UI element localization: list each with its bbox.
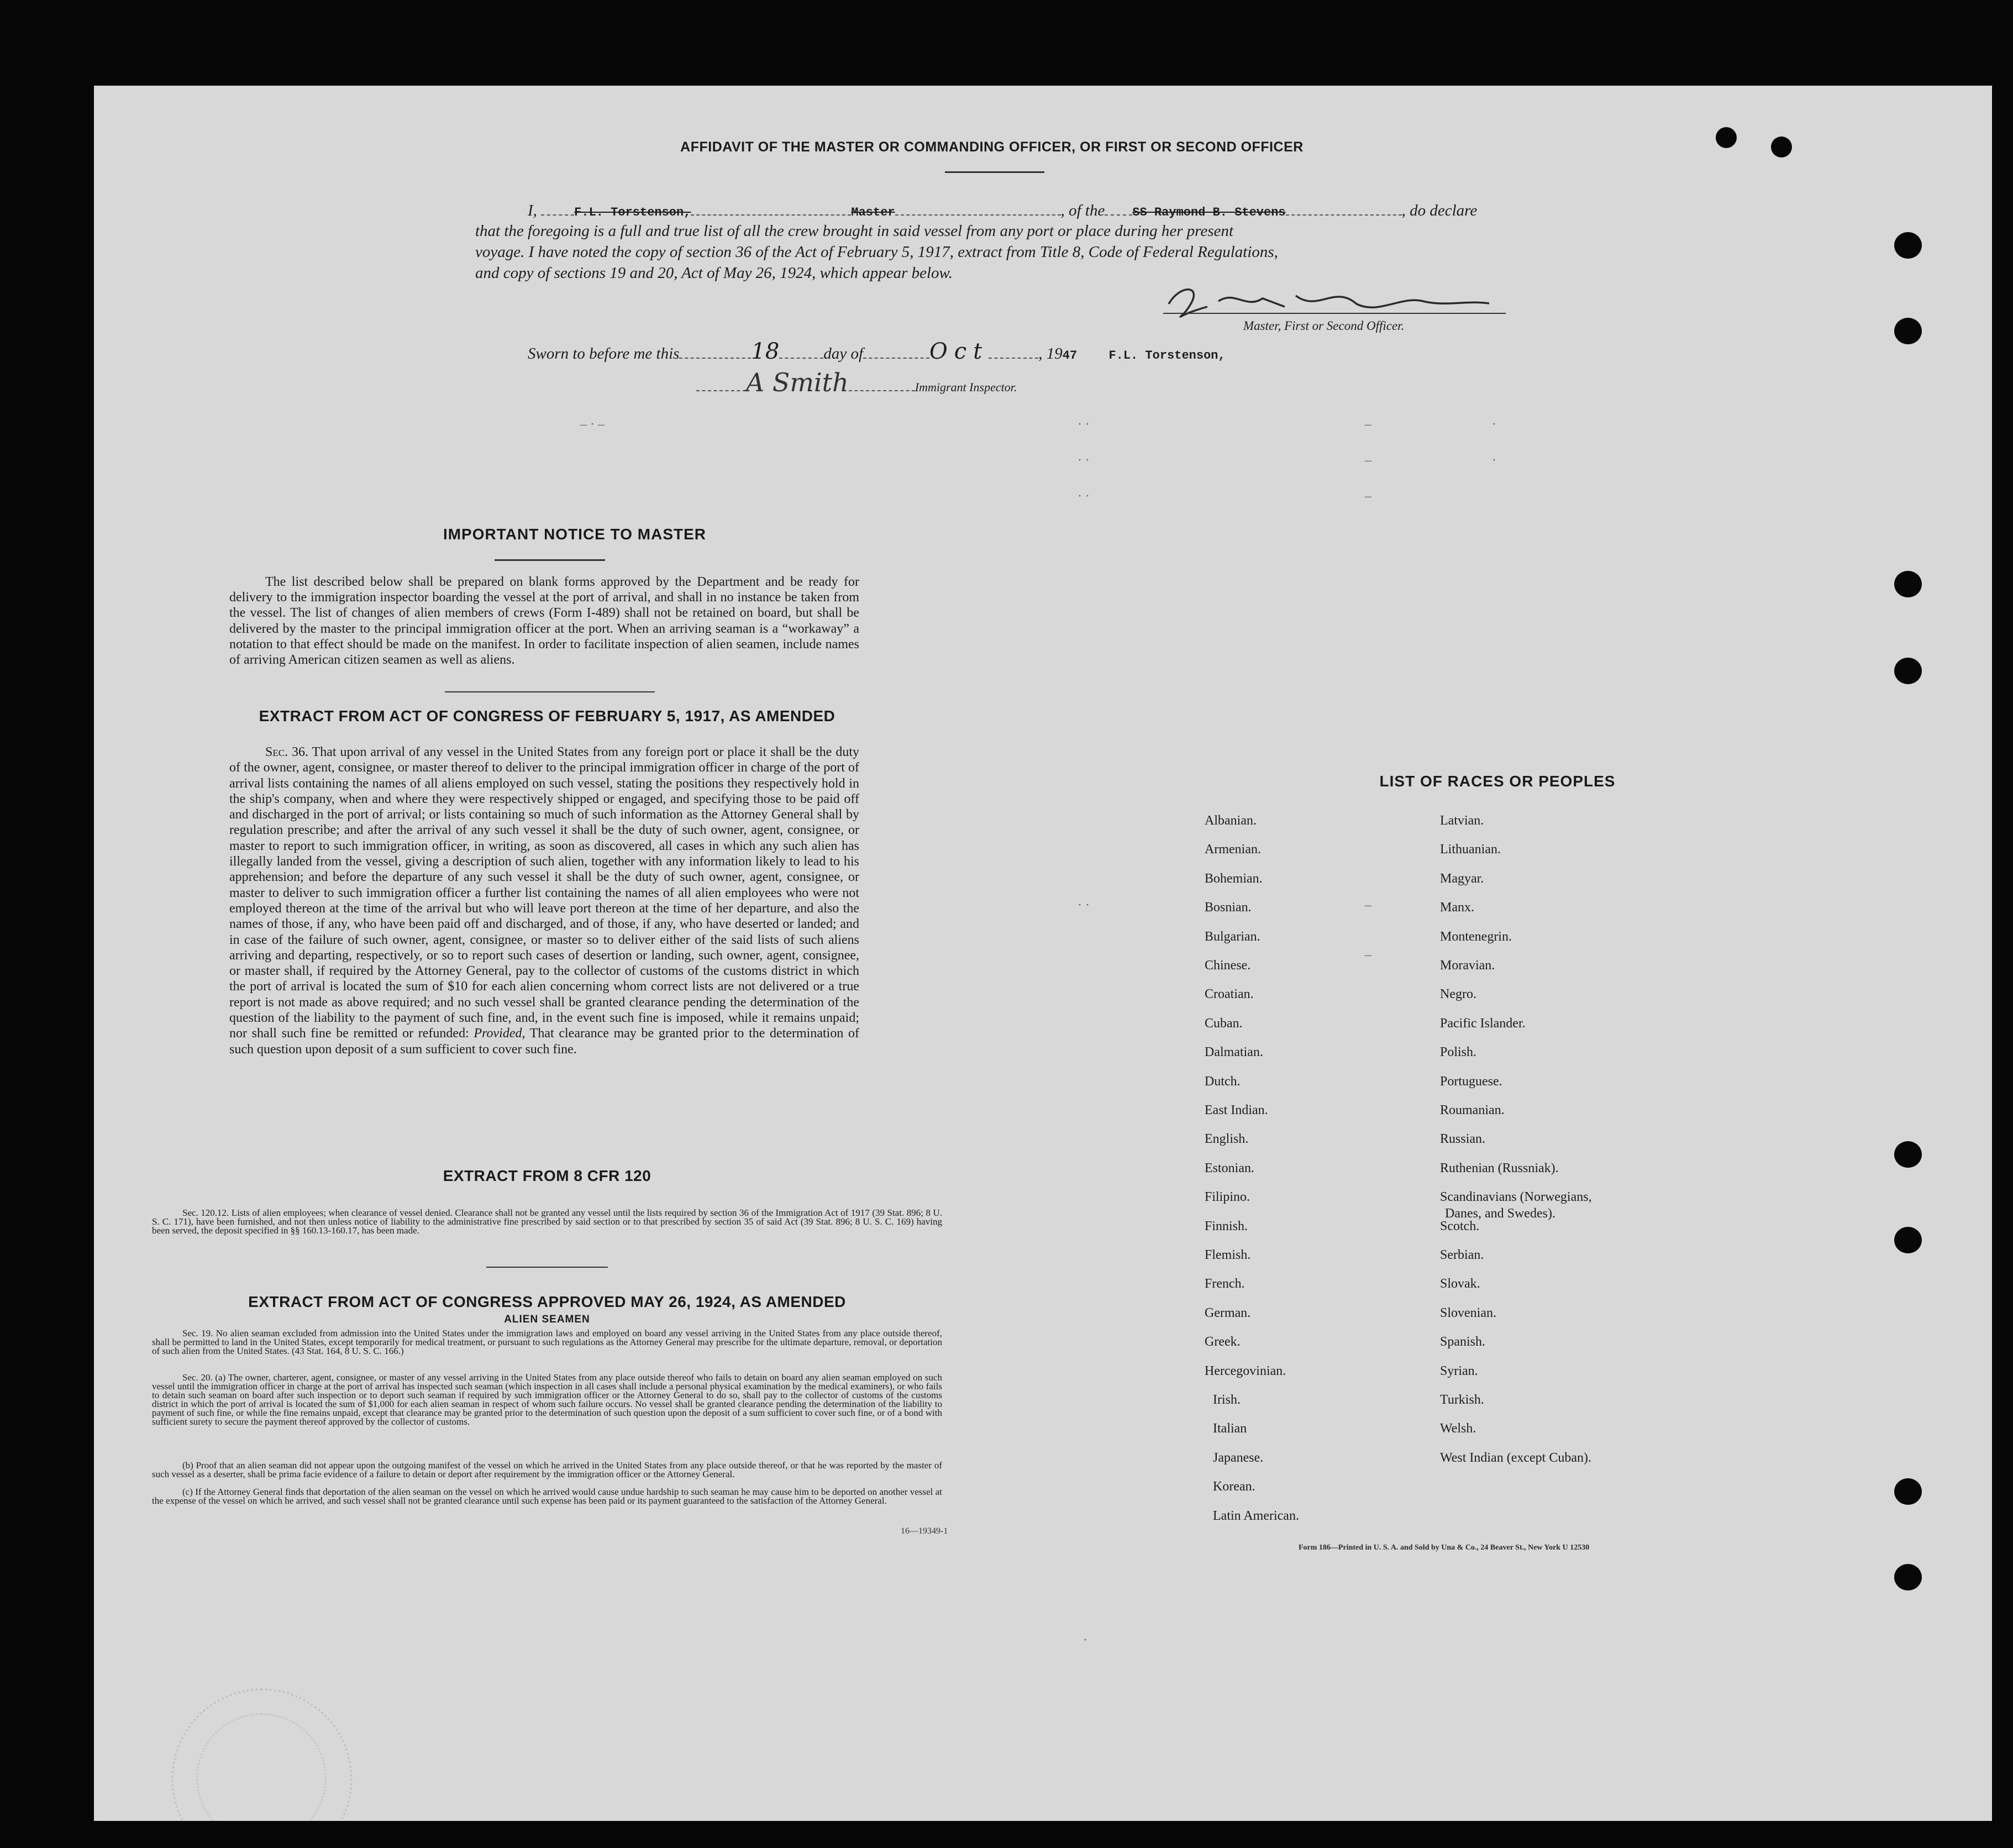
race-item: Latvian. bbox=[1440, 813, 1484, 828]
race-item: Filipino. bbox=[1205, 1190, 1250, 1205]
intro-i: I, bbox=[528, 202, 537, 219]
race-item: Cuban. bbox=[1205, 1016, 1243, 1031]
alien-seamen-subtitle: ALIEN SEAMEN bbox=[504, 1314, 590, 1325]
do-declare-text: , do declare bbox=[1401, 202, 1478, 219]
race-item: Chinese. bbox=[1205, 958, 1251, 973]
race-item: Welsh. bbox=[1440, 1421, 1476, 1436]
punch-hole bbox=[1894, 1564, 1922, 1590]
race-item: Japanese. bbox=[1213, 1450, 1264, 1465]
race-item: French. bbox=[1205, 1277, 1245, 1292]
title-underline bbox=[945, 171, 1044, 173]
race-item: Manx. bbox=[1440, 900, 1474, 915]
race-item: Lithuanian. bbox=[1440, 842, 1501, 857]
sworn-day: 18 bbox=[751, 339, 780, 364]
race-item: Spanish. bbox=[1440, 1335, 1486, 1350]
extract-1917-title: EXTRACT FROM ACT OF CONGRESS OF FEBRUARY 5, 1917, AS AMENDED bbox=[259, 707, 835, 725]
sec-19-text: Sec. 19. No alien seaman excluded from admission into the United States under the immigration laws and employed on board any vessel arriving in the United States from any place outside thereof, shall be permitted to land in the United States, except temporarily for medical treatment, or pursuant to such regulations as the Attorney General may prescribe for the ultimate departure, removal, or deportation of such alien from the United States. (43 Stat. 164, 8 U. S. C. 166.) bbox=[152, 1328, 942, 1356]
race-item: Armenian. bbox=[1205, 842, 1261, 857]
sworn-prefix: Sworn to before me this bbox=[528, 345, 680, 363]
punch-hole bbox=[1894, 1478, 1922, 1505]
race-item: Montenegrin. bbox=[1440, 929, 1512, 944]
form-printer-line: Form 186—Printed in U. S. A. and Sold by Una & Co., 24 Beaver St., New York U 12530 bbox=[1299, 1544, 1590, 1552]
race-item: Italian bbox=[1213, 1421, 1247, 1436]
race-item: Portuguese. bbox=[1440, 1074, 1502, 1089]
punch-hole bbox=[1894, 318, 1922, 344]
master-rank: Master bbox=[851, 206, 895, 219]
sworn-line bbox=[528, 339, 1522, 364]
affidavit-line-2: that the foregoing is a full and true list of all the crew brought in said vessel from any port or place during her present bbox=[475, 222, 1234, 240]
race-item: Albanian. bbox=[1205, 813, 1257, 828]
race-item: Polish. bbox=[1440, 1045, 1477, 1060]
punch-hole bbox=[1894, 571, 1922, 597]
cfr-divider bbox=[486, 1267, 608, 1268]
race-item: Hercegovinian. bbox=[1205, 1363, 1286, 1378]
race-item: Greek. bbox=[1205, 1335, 1241, 1350]
race-item: Scotch. bbox=[1440, 1219, 1480, 1233]
punch-hole bbox=[1894, 1227, 1922, 1253]
notice-body: The list described below shall be prepared on blank forms approved by the Department and be ready for delivery to the immigration inspector boarding the vessel at the port of arrival, and shall in no instance be taken from the vessel. The list of changes of alien members of crews (Form I-489) shall not be retained on board, but shall be delivered by the master to the principal immigration officer at the port. When an arriving seaman is a “workaway” a notation to that effect should be made on the manifest. In order to facilitate inspection of alien seamen, include names of arriving American citizen seamen as well as aliens. bbox=[229, 575, 859, 668]
race-item: Dutch. bbox=[1205, 1074, 1241, 1089]
sec-20c-text: (c) If the Attorney General finds that deportation of the alien seaman on the vessel on which he arrived would cause undue hardship to such seaman he may cause him to be deported on another vessel at the expense of the vessel on which he arrived, and such vessel shall not be granted clearance until such expense has been paid or its payment guaranteed to the satisfaction of the Attorney General. bbox=[152, 1487, 942, 1506]
affidavit-declaration-line bbox=[528, 199, 1644, 220]
race-item: Magyar. bbox=[1440, 871, 1484, 886]
affidavit-line-3: voyage. I have noted the copy of section 36 of the Act of February 5, 1917, extract from Title 8, Code of Federal Regulations, bbox=[475, 243, 1278, 261]
inspector-signature: A Smith bbox=[746, 368, 849, 397]
race-item: Scandinavians (Norwegians, bbox=[1440, 1190, 1592, 1205]
vessel-name: SS Raymond B. Stevens bbox=[1132, 206, 1286, 219]
punch-hole bbox=[1894, 232, 1922, 259]
race-item: Turkish. bbox=[1440, 1393, 1484, 1407]
race-item: Slovenian. bbox=[1440, 1305, 1496, 1320]
race-item: Dalmatian. bbox=[1205, 1045, 1263, 1060]
race-item: Estonian. bbox=[1205, 1161, 1254, 1175]
inspector-caption: Immigrant Inspector. bbox=[914, 380, 1017, 394]
race-item: Flemish. bbox=[1205, 1248, 1251, 1262]
race-item: West Indian (except Cuban). bbox=[1440, 1450, 1591, 1465]
signature-caption: Master, First or Second Officer. bbox=[1243, 319, 1405, 333]
sec-20b-text: (b) Proof that an alien seaman did not appear upon the outgoing manifest of the vessel on which he arrived in the United States from any place outside thereof, or that he was reported by the master of such vessel as a deserter, shall be prima facie evidence of a failure to detain or deport after requirement by the immigration officer or the Attorney General. bbox=[152, 1460, 942, 1479]
year-suffix: 47 bbox=[1062, 349, 1078, 363]
document-page: AFFIDAVIT OF THE MASTER OR COMMANDING OFFICER, OR FIRST OR SECOND OFFICER I, F.L. Torstenson, Master , of the SS Raymond B. Stevens , do declare that the foregoing is a full and true list of all the crew brought in said vessel from any port or place during her present voyage. I have noted the copy of section 36 of the Act of February 5, 1917, extract from Title 8, Code of Federal Regulations, and copy of sections 19 and 20, Act of May 26, 1924, which appear below. Master, First or Second Officer. Sworn to before me this 18 day of Oct , 1947 F.L. Torstenson, A Smith Immigrant Inspector. – · – · · – · · · – · · · – · · – – · IMPORTANT NOTICE TO MASTER The list described below shall be prepared on blank forms approved by the Department and be ready for delivery to the immigration inspector boarding the vessel at the port of arrival, and shall in no instance be taken from the vessel. The list of changes of alien members of crews (Form I-489) shall not be retained on board, but shall be delivered by the master to the principal immigration officer at the port. When an arriving seaman is a “workaway” a notation to that effect should be made on the manifest. In order to facilitate inspection of alien seamen, include names of arriving American citizen seamen as well as aliens. EXTRACT FROM ACT OF CONGRESS OF FEBRUARY 5, 1917, AS AMENDED Sec. 36. That upon arrival of any vessel in the United States from any foreign port or place it shall be the duty of the owner, agent, consignee, or master thereof to deliver to the principal immigration officer in charge of the port of arrival lists containing the names of all aliens employed on such vessel, stating the positions they respectively hold in the ship's company, when and where they were respectively shipped or engaged, and specifying those to be paid off and discharged in the port of arrival; or lists containing so much of such information as the Attorney General shall by regulation prescribe; and after the arrival of any such vessel it shall be the duty of such owner, agent, consignee, or master to report to such immigration officer, in writing, as soon as discovered, all cases in which any such alien has illegally landed from the vessel, giving a description of such alien, together with any information likely to lead to his apprehension; and before the departure of any such vessel it shall be the duty of such owner, agent, consignee, or master to deliver to such immigration officer a further list containing the names of all alien employees who were not employed thereon at the time of the arrival but who will leave port thereon at the time of her departure, and also the names of those, if any, who have been paid off and discharged, and of those, if any, who have deserted or landed; and in case of the failure of such owner, agent, consignee, or master so to deliver either of the said lists of such aliens arriving and departing, respectively, or so to report such cases of desertion or landing, such owner, agent, consignee, or master shall, if required by the Attorney General, pay to the collector of customs of the customs district in which the port of arrival is located the sum of $10 for each alien concerning whom correct lists are not delivered or a true report is not made as above required; and no such vessel shall be granted clearance pending the determination of the question of the liability to the payment of such fine, and, in the event such fine is imposed, while it remains unpaid; nor shall such fine be remitted or refunded: Provided, That clearance may be granted prior to the determination of such question upon deposit of a sum sufficient to cover such fine. EXTRACT FROM 8 CFR 120 Sec. 120.12. Lists of alien employees; when clearance of vessel denied. Clearance shall not be granted any vessel until the lists required by section 36 of the Immigration Act of 1917 (39 Stat. 896; 8 U. S. C. 171), have been furnished, and not then unless notice of liability to the administrative fine prescribed by said section or to that prescribed by section 35 of said Act (39 Stat. 896; 8 U. S. C. 169) having been served, the deposit specified in §§ 160.13-160.17, has been made. EXTRACT FROM ACT OF CONGRESS APPROVED MAY 26, 1924, AS AMENDED ALIEN SEAMEN Sec. 19. No alien seaman excluded from admission into the United States under the immigration laws and employed on board any vessel arriving in the United States from any place outside thereof, shall be permitted to land in the United States, except temporarily for medical treatment, or pursuant to such regulations as the Attorney General may prescribe for the ultimate departure, removal, or deportation of such alien from the United States. (43 Stat. 164, 8 U. S. C. 166.) Sec. 20. (a) The owner, charterer, agent, consignee, or master of any vessel arriving in the United States from any place outside thereof who fails to detain on board any alien seaman employed on such vessel until the immigration officer in charge at the port of arrival has inspected such seaman (which inspection in all cases shall include a personal physical examination by the medical examiners), or who fails to detain such seaman on board after such inspection or to deport such seaman if required by such immigration officer or the Attorney General to do so, shall pay to the collector of customs of the customs district in which the port of arrival is located the sum of $1,000 for each alien seaman in respect of whom such failure occurs. No vessel shall be granted clearance pending the determination of the liability to payment of such fine, or while the fine remains unpaid, except that clearance may be granted prior to the determination of such question upon the deposit of a sum sufficient to cover such fine, or of a bond with sufficient surety to secure the payment thereof approved by the collector of customs. (b) Proof that an alien seaman did not appear upon the outgoing manifest of the vessel on which he arrived in the United States from any place outside thereof, or that he was reported by the master of such vessel as a deserter, shall be prima facie evidence of a failure to detain or deport after requirement by the immigration officer or the Attorney General. (c) If the Attorney General finds that deportation of the alien seaman on the vessel on which he arrived would cause undue hardship to such seaman he may cause him to be deported on another vessel at the expense of the vessel on which he arrived, and such vessel shall not be granted clearance until such expense has been paid or its payment guaranteed to the satisfaction of the Attorney General. 16—19349-1 LIST OF RACES OR PEOPLES Form 186—Printed in U. S. A. and Sold by Una & Co., 24 Beaver St., New York U 12530 Albanian. Armenian. Bohemian. Bosnian. Bulgarian. Chinese. Croatian. Cuban. Dalmatian. Dutch. East Indian. English. Estonian. Filipino. Finnish. Flemish. French. German. Greek. Hercegovinian. Irish. Italian Japanese. Korean. Latin American. Latvian. Lithuanian. Magyar. Manx. Montenegrin. Moravian. Negro. Pacific Islander. Polish. Portuguese. Roumanian. Russian. Ruthenian (Russniak). Scandinavians (Norwegians, Danes, and Swedes). Scotch. Serbian. Slovak. Slovenian. Spanish. Syrian. Turkish. Welsh. West Indian (except Cuban). bbox=[94, 86, 1992, 1821]
race-item: East Indian. bbox=[1205, 1103, 1268, 1117]
race-item: Irish. bbox=[1213, 1393, 1241, 1407]
race-item: Ruthenian (Russniak). bbox=[1440, 1161, 1559, 1175]
race-item: Korean. bbox=[1213, 1479, 1255, 1494]
race-item: Danes, and Swedes). bbox=[1445, 1206, 1555, 1221]
race-item: Bosnian. bbox=[1205, 900, 1252, 915]
day-of-text: day of bbox=[823, 345, 864, 363]
notice-divider bbox=[445, 691, 655, 692]
sec-36-text: That upon arrival of any vessel in the United States from any foreign port or place it shall be the duty of the owner, agent, consignee, or master thereof to deliver to the principal immigration officer in charge of the port of arrival lists containing the names of all aliens employed on such vessel, stating the positions they respectively hold in the ship's company, when and where they were respectively shipped or engaged, and specifying those to be paid off and discharged in the port of arrival; or lists containing so much of such information as the Attorney General shall by regulation prescribe; and after the arrival of any such vessel it shall be the duty of such owner, agent, consignee, or master to report to such immigration officer, in writing, as soon as discovered, all cases in which any such alien has illegally landed from the vessel, giving a description of such alien, together with any information likely to lead to his apprehension; and before the departure of any such vessel it shall be the duty of such owner, agent, consignee, or master to deliver to such immigration officer a further list containing the names of all alien employees who were not employed thereon at the time of the arrival but who will leave port thereon at the time of her departure, and also the names of those, if any, who have been paid off and discharged, and of those, if any, who have deserted or landed; and in case of the failure of such owner, agent, consignee, or master so to deliver either of the said lists of such aliens arriving and departing, respectively, or so to report such cases of desertion or landing, such owner, agent, consignee, or master shall, if required by the Attorney General, pay to the collector of customs of the customs district in which the port of arrival is located the sum of $10 for each alien concerning whom correct lists are not delivered or a true report is not made as above required; and no such vessel shall be granted clearance pending the determination of the question of the liability to the payment of such fine, and, in the event such fine is imposed, while it remains unpaid; nor shall such fine be remitted or refunded: bbox=[229, 745, 859, 1041]
extract-1924-title: EXTRACT FROM ACT OF CONGRESS APPROVED MAY 26, 1924, AS AMENDED bbox=[248, 1293, 846, 1310]
race-item: Slovak. bbox=[1440, 1277, 1480, 1292]
extract-1917-body bbox=[229, 744, 859, 1057]
race-item: Serbian. bbox=[1440, 1248, 1484, 1262]
affidavit-title: AFFIDAVIT OF THE MASTER OR COMMANDING OFFICER, OR FIRST OR SECOND OFFICER bbox=[680, 139, 1304, 155]
extract-cfr-title: EXTRACT FROM 8 CFR 120 bbox=[443, 1167, 651, 1184]
punch-hole bbox=[1894, 658, 1922, 684]
master-signature bbox=[1158, 279, 1511, 323]
race-item: Russian. bbox=[1440, 1132, 1486, 1147]
race-item: Latin American. bbox=[1213, 1508, 1299, 1523]
race-item: Croatian. bbox=[1205, 987, 1254, 1002]
race-item: Finnish. bbox=[1205, 1219, 1248, 1233]
sec-36-label: Sec. 36. bbox=[265, 745, 309, 759]
extract-cfr-body: Sec. 120.12. Lists of alien employees; when clearance of vessel denied. Clearance shall not be granted any vessel until the lists required by section 36 of the Immigration Act of 1917 (39 Stat. 896; 8 U. S. C. 171), have been furnished, and not then unless notice of liability to the administrative fine prescribed by said section or to that prescribed by section 35 of said Act (39 Stat. 896; 8 U. S. C. 169) having been served, the deposit specified in §§ 160.13-160.17, has been made. bbox=[152, 1208, 942, 1236]
races-title: LIST OF RACES OR PEOPLES bbox=[1379, 773, 1616, 790]
sworn-month: Oct bbox=[929, 339, 989, 364]
race-item: Roumanian. bbox=[1440, 1103, 1505, 1117]
race-item: Pacific Islander. bbox=[1440, 1016, 1526, 1031]
inspector-line bbox=[696, 368, 1304, 397]
race-item: German. bbox=[1205, 1305, 1251, 1320]
race-item: English. bbox=[1205, 1132, 1249, 1147]
sec-20a-text: Sec. 20. (a) The owner, charterer, agent, consignee, or master of any vessel arriving in the United States from any place outside thereof who fails to detain on board any alien seaman employed on such vessel until the immigration officer in charge at the port of arrival has inspected such seaman (which inspection in all cases shall include a personal physical examination by the medical examiners), or who fails to detain such seaman on board after such inspection or to deport such seaman if required by such immigration officer or the Attorney General to do so, shall pay to the collector of customs of the customs district in which the port of arrival is located the sum of $1,000 for each alien seaman in respect of whom such failure occurs. No vessel shall be granted clearance pending the determination of the liability to payment of such fine, or while the fine remains unpaid, except that clearance may be granted prior to the determination of such question upon the deposit of a sum sufficient to cover such fine, or of a bond with sufficient surety to secure the payment thereof approved by the collector of customs. bbox=[152, 1372, 942, 1427]
master-name: F.L. Torstenson, bbox=[574, 206, 691, 219]
of-the-text: , of the bbox=[1060, 202, 1105, 219]
race-item: Syrian. bbox=[1440, 1363, 1478, 1378]
punch-hole bbox=[1771, 136, 1792, 158]
year-prefix: , 19 bbox=[1038, 345, 1063, 363]
form-code: 16—19349-1 bbox=[901, 1526, 948, 1536]
notice-underline bbox=[495, 559, 605, 561]
race-item: Negro. bbox=[1440, 987, 1476, 1002]
proviso-label: Provided, bbox=[474, 1026, 525, 1041]
proviso-text: That clearance may be granted prior to the determination of such question upon deposit of a sum sufficient to cover such fine. bbox=[229, 1026, 859, 1057]
punch-hole bbox=[1894, 1141, 1922, 1168]
race-item: Moravian. bbox=[1440, 958, 1495, 973]
typed-master-name: F.L. Torstenson, bbox=[1108, 349, 1226, 363]
race-item: Bohemian. bbox=[1205, 871, 1263, 886]
affidavit-line-4: and copy of sections 19 and 20, Act of May 26, 1924, which appear below. bbox=[475, 264, 953, 282]
punch-hole bbox=[1716, 127, 1737, 148]
race-item: Bulgarian. bbox=[1205, 929, 1260, 944]
notice-title: IMPORTANT NOTICE TO MASTER bbox=[443, 526, 707, 543]
